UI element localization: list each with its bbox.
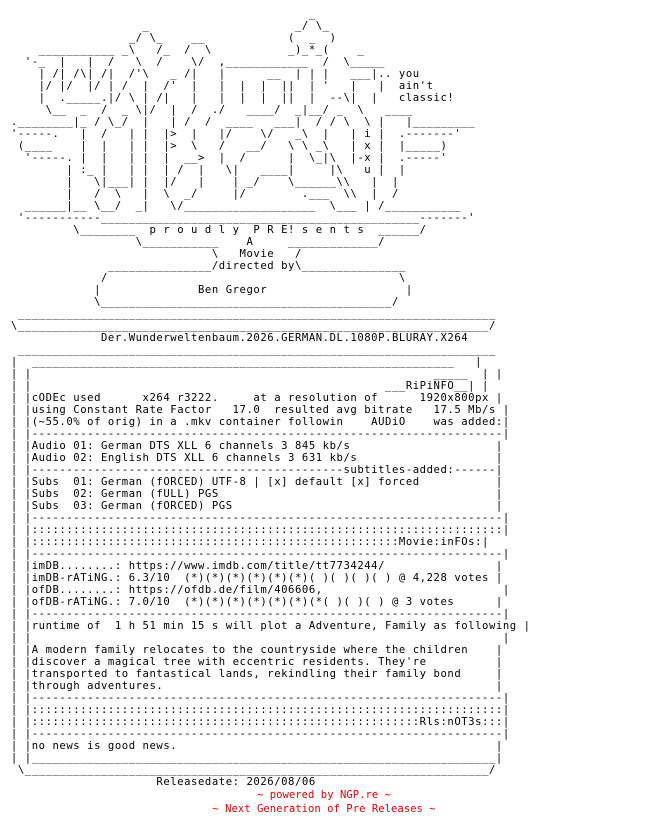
- powered-by-link[interactable]: ~ powered by NGP.re ~: [257, 789, 391, 801]
- nfo-ascii-document: _ _ _/ \_ _/ \_ __ ( _ ) ___________ _\ /_ / \ _)_*_( _ '-_ | | / \ / \/ ,____________ / \_____ | /| /\| /| /'\ _ /| | __ | | | ___|.. you |/ |/ |/ | / | /' | | | | || | ' | | ain't | ._____.|/ \ | /| | | | | || | --\| | classic! \__ _ / _ \|/ | / ./ ____/ _|__/ _ \ ____ .________|_ / \_/ | | / / ____ ___| / / \ \ | |_________ '-----. | / | | |> | |/ \/ _\ | | i | .-------' (____ | | | | |> \ / __/ \ \ _\ | x | |_____) '-----. | | | | | __> | / | \_|\ |-x | .-----' | :_ | | | | / | \| ____| |\ u | | | \|___| | |/ | | _/ \______\\ | | | / \ | \ _/ |/ .___ \\ | / ______|__ \__/ _| \/___________________ \___ | /___________ '-----------______________________________________________-------' \________ p r o u d l y P R E! s e n t s ______/ \___________ A _____________/ \ Movie / _______________/directed by\_______________ / \ | Ben Gregor | \__________________________________________/ _____________________________________________________________________ \____________________________________________________________________/ Der.Wunderweltenbaum.2026.GERMAN.DL.1080P.BLURAY.X264 _____________________________________________________________________ | _____________________________________________________________ | | | _____ | | | | ___RiPiNFO__| | | |cODEc used x264 r3222. at a resolution of 1920x800px | | |using Constant Rate Factor 17.0 resulted avg bitrate 17.5 Mb/s | | |(~55.0% of orig) in a .mkv container followin AUDiO was added:| | |--------------------------------------------------------------------| | |Audio 01: German DTS XLL 6 channels 3 845 kb/s | | |Audio 02: English DTS XLL 6 channels 3 631 kb/s | | |---------------------------------------------subtitles-added:------| | |Subs 01: German (fORCED) UTF-8 | [x] default [x] forced | | |Subs 02: German (fULL) PGS | | |Subs 03: German (fORCED) PGS | | |--------------------------------------------------------------------| | |::::::::::::::::::::::::::::::::::::::::::::::::::::::::::::::::::::| | |:::::::::::::::::::::::::::::::::::::::::::::::::::::Movie:inFOs:| | |--------------------------------------------------------------------| | |imDB........: https://www.imdb.com/title/tt7734244/ | | |imDB-rATiNG.: 6.3/10 (*)(*)(*)(*)(*)(*)( )( )( )( ) @ 4,228 votes | | |ofDB........: https://ofdb.de/film/406606, | | |ofDB-rATiNG.: 7.0/10 (*)(*)(*)(*)(*)(*)(*( )( )( ) @ 3 votes | | |--------------------------------------------------------------------| | |runtime of 1 h 51 min 15 s will plot a Adventure, Family as following | | | | | |A modern family relocates to the countryside where the children | | |discover a magical tree with eccentric residents. They're | | |transported to fantastical lands, rekindling their family bond | | |through adventures. | | |--------------------------------------------------------------------| | |::::::::::::::::::::::::::::::::::::::::::::::::::::::::::::::::::::| | |::::::::::::::::::::::::::::::::::::::::::::::::::::::::Rls:nOT3s:::| | |--------------------------------------------------------------------| | |no news is good news. | | |___________________________________________________________________| \___________________________________________________________________/ Releasedate: 2026/08/06: [10, 8, 531, 788]
- powered-by-footer: [0, 789, 648, 801]
- next-generation-footer: [0, 803, 648, 815]
- next-generation-link[interactable]: ~ Next Generation of Pre Releases ~: [212, 803, 436, 815]
